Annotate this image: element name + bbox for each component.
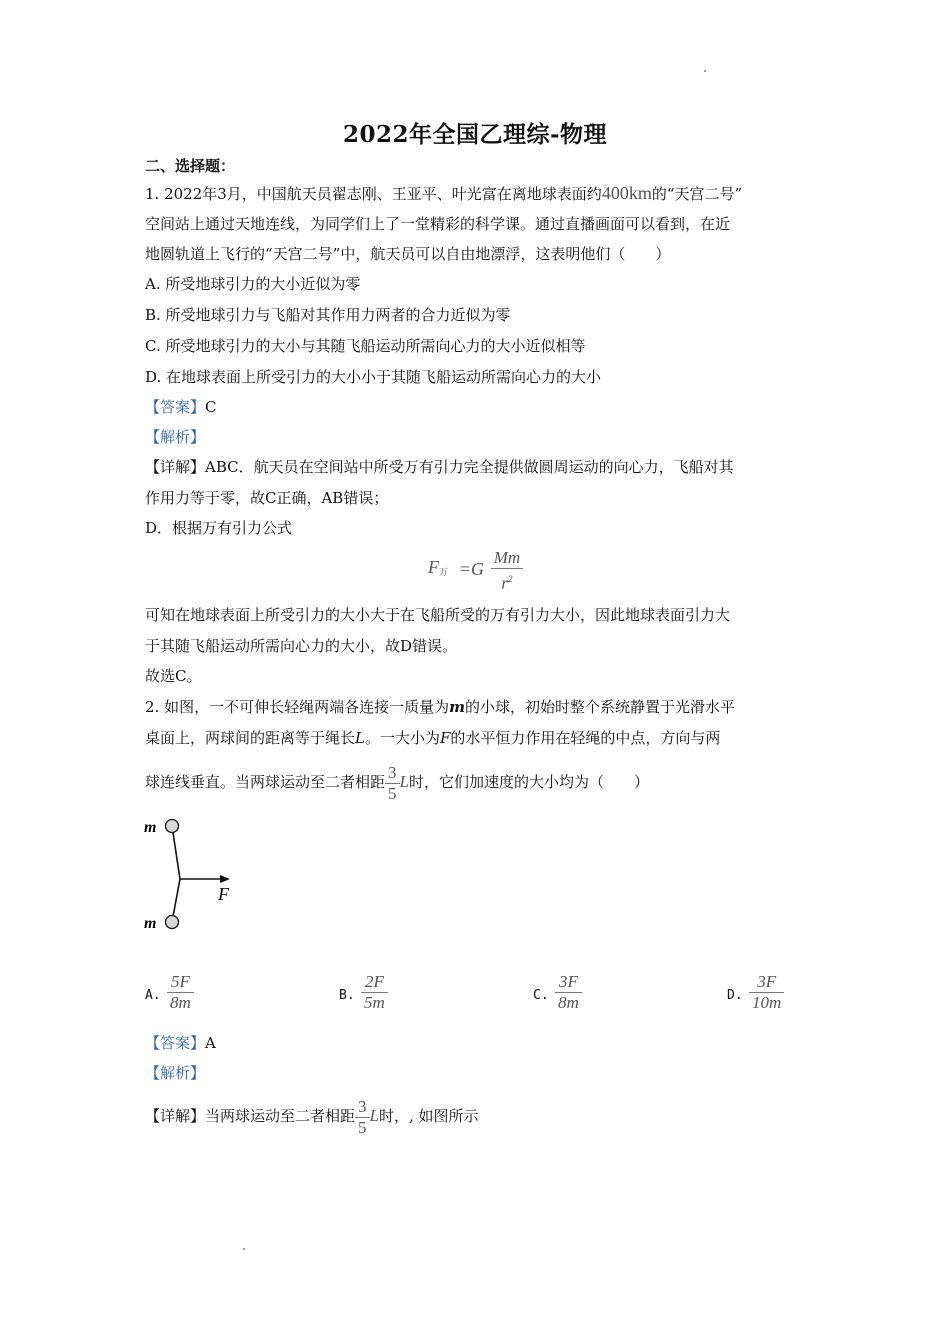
formula-lhs: F	[428, 556, 439, 577]
q2-stem-text: 的水平恒力作用在轻绳的中点，方向与两	[450, 729, 721, 747]
q1-stem-text: 的“天宫二号”	[651, 185, 743, 203]
fraction-numerator: 3F	[757, 972, 777, 991]
label-mass-bottom: m	[144, 915, 157, 932]
q1-detail-line1	[145, 456, 734, 478]
q1-option-b: B. 所受地球引力与飞船对其作用力两者的合力近似为零	[145, 306, 511, 324]
option-letter: D.	[727, 988, 743, 1003]
q1-analysis-tag: 【解析】	[145, 428, 206, 446]
q1-option-a: A. 所受地球引力的大小近似为零	[145, 275, 361, 293]
q2-detail-fraction	[355, 1097, 370, 1138]
q2-distance-fraction	[385, 763, 400, 804]
detail-text: ABC．航天员在空间站中所受万有引力完全提供做圆周运动的向心力，飞船对其	[205, 458, 734, 476]
ball-top	[166, 820, 179, 833]
q1-option-c: C. 所受地球引力的大小与其随飞船运动所需向心力的大小近似相等	[145, 337, 586, 355]
q1-stem-text: 1. 2022年3月，中国航天员翟志刚、王亚平、叶光富在离地球表面约	[145, 185, 602, 203]
fraction-numerator: 3F	[558, 972, 578, 991]
fraction-numerator: 3	[388, 762, 397, 782]
q1-stem-line3: 地圆轨道上飞行的“天宫二号”中，航天员可以自由地漂浮，这表明他们（ ）	[145, 245, 671, 263]
formula-numerator: Mm	[493, 548, 521, 567]
q1-distance: 400km	[601, 183, 652, 203]
q2-stem-text: 的小球，初始时整个系统静置于光滑水平	[464, 698, 735, 716]
answer-tag: 【答案】	[145, 1034, 206, 1052]
option-fraction	[167, 972, 194, 1013]
q1-detail-line2: 作用力等于零，故C正确，AB错误；	[145, 489, 389, 507]
q2-stem-text: 。一大小为	[364, 729, 440, 747]
q2-length-symbol: L	[369, 1106, 379, 1125]
gravitation-formula	[428, 548, 523, 598]
formula-denominator	[491, 568, 523, 594]
option-letter: A.	[145, 988, 161, 1003]
q2-stem-text: 2. 如图，一不可伸长轻绳两端各连接一质量为	[145, 698, 450, 716]
section-heading: 二、选择题：	[145, 157, 236, 175]
q1-conclusion-line1: 可知在地球表面上所受引力的大小大于在飞船所受的万有引力大小，因此地球表面引力大	[145, 606, 731, 624]
formula-fraction	[491, 548, 523, 594]
fraction-numerator: 5F	[170, 972, 190, 991]
q2-stem-line3	[145, 760, 649, 804]
scan-speck	[243, 1248, 245, 1250]
q1-stem-line2: 空间站上通过天地连线，为同学们上了一堂精彩的科学课。通过直播画面可以看到，在近	[145, 215, 731, 233]
q2-force-symbol: F	[440, 729, 451, 747]
scan-speck	[704, 70, 706, 72]
detail-tag: 【详解】	[145, 1107, 206, 1125]
formula-lhs-subscript: 万	[439, 566, 449, 577]
q1-detail-line3: D．根据万有引力公式	[145, 519, 293, 537]
option-letter: B.	[339, 988, 355, 1003]
page-title: 2022年全国乙理综-物理	[342, 121, 608, 148]
q2-length-symbol: L	[399, 772, 409, 791]
option-fraction	[749, 972, 784, 1013]
fraction-denominator: 10m	[749, 992, 784, 1013]
detail-text: 当两球运动至二者相距	[205, 1107, 356, 1125]
q1-conclusion-line3: 故选C。	[145, 667, 202, 685]
q2-analysis-tag: 【解析】	[145, 1064, 206, 1082]
q2-detail-line1	[145, 1094, 479, 1138]
option-fraction	[361, 972, 388, 1013]
fraction-numerator: 3	[358, 1096, 367, 1116]
q1-stem-line1	[145, 182, 742, 205]
formula-den-base: r	[501, 573, 509, 593]
fraction-numerator: 2F	[364, 972, 384, 991]
formula-eq: =G	[458, 558, 484, 579]
fraction-denominator: 5	[355, 1117, 370, 1138]
fraction-denominator: 5m	[361, 992, 388, 1013]
label-force: F	[218, 884, 229, 904]
answer-tag: 【答案】	[145, 398, 206, 416]
fraction-denominator: 8m	[167, 992, 194, 1013]
q1-conclusion-line2: 于其随飞船运动所需向心力的大小，故D错误。	[145, 637, 458, 655]
label-mass-top: m	[144, 819, 157, 836]
q2-stem-line1	[145, 696, 735, 718]
force-arrow-head	[220, 875, 230, 883]
q1-option-d: D. 在地球表面上所受引力的大小小于其随飞船运动所需向心力的大小	[145, 368, 602, 386]
rope-upper	[172, 826, 180, 879]
option-fraction	[555, 972, 582, 1013]
q2-length-symbol: L	[355, 729, 365, 747]
ball-bottom	[166, 916, 179, 929]
answer-value: C	[205, 398, 217, 416]
q2-mass-symbol: m	[449, 698, 465, 716]
detail-text: 时，, 如图所示	[379, 1107, 479, 1125]
answer-value: A	[205, 1034, 216, 1052]
fraction-denominator: 5	[385, 783, 400, 804]
formula-den-exponent: 2	[508, 574, 513, 584]
q2-answer	[145, 1032, 216, 1054]
q1-answer	[145, 396, 217, 418]
q2-stem-text: 球连线垂直。当两球运动至二者相距	[145, 773, 386, 791]
rope-balls-figure	[140, 812, 250, 932]
q2-stem-text: 时，它们加速度的大小均为（ ）	[408, 773, 649, 791]
q2-stem-line2	[145, 727, 720, 749]
detail-tag: 【详解】	[145, 458, 206, 476]
q2-stem-text: 桌面上，两球间的距离等于绳长	[145, 729, 356, 747]
option-letter: C.	[533, 988, 549, 1003]
fraction-denominator: 8m	[555, 992, 582, 1013]
